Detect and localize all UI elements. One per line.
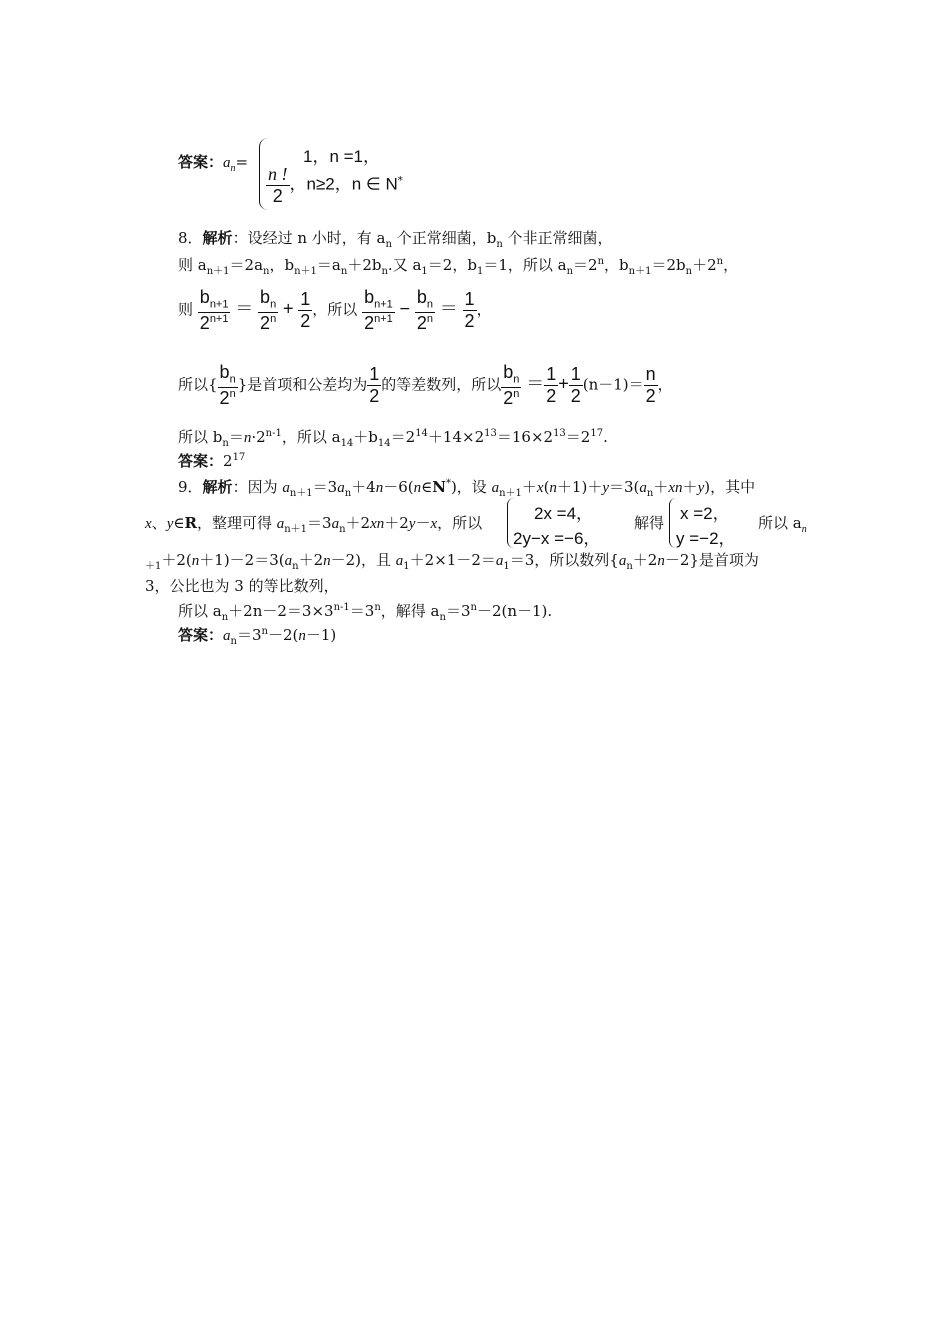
- q8-label: 解析: [202, 229, 233, 247]
- q8-number: 8．: [178, 229, 203, 247]
- q8-line3-end: ，: [476, 300, 492, 319]
- q8-frac-half-e: $\frac{1}{2}$: [570, 363, 581, 407]
- q8-frac-half: $\frac{1}{2}$: [300, 288, 311, 332]
- q8-frac-n-over-2: $\frac{n}{2}$: [645, 363, 656, 407]
- q8-line3-prefix: 则: [178, 300, 194, 319]
- q8-line4-eq: (n－1)＝: [582, 375, 644, 394]
- q8-line3-mid: ，所以: [312, 300, 358, 319]
- q8-intro-mid: 个正常细菌，b: [391, 229, 497, 247]
- q8-frac-half-b: $\frac{1}{2}$: [464, 288, 475, 332]
- q8-line4-end: ，: [657, 375, 673, 394]
- q9-line2-mid: 解得: [634, 514, 665, 532]
- answer7-case1: 1，n =1，: [303, 147, 381, 166]
- q9-system2-row2: y =−2，: [676, 529, 736, 548]
- q8-answer-sup: 17: [232, 452, 246, 463]
- q8-frac-half-c: $\frac{1}{2}$: [369, 363, 380, 407]
- q8-frac-bn1-over-2n1-b: $\frac{b_{n+1}}{2^{n+1}}$: [364, 287, 393, 333]
- q8-intro-sub: n: [385, 239, 392, 250]
- q8-frac-half-d: $\frac{1}{2}$: [546, 363, 557, 407]
- q8-frac-bn1-over-2n1: $\frac{b_{n+1}}{2^{n+1}}$: [199, 287, 229, 333]
- q9-label: 解析: [202, 478, 233, 496]
- q9-system1-row1: 2x =4，: [534, 504, 594, 523]
- q8-frac-seq: $\frac{b_n}{2^n}$: [219, 362, 236, 408]
- answer7-case2-num: n !: [268, 164, 288, 184]
- q8-line1: [178, 229, 613, 251]
- q9-line2-end: 所以 $a_n$: [758, 514, 807, 535]
- answer7-case2-sup: *: [397, 175, 403, 187]
- q9-line3: $_{+1}+2(n+1)-2=3(a_n+2n-2)$，且 $a_1+2\times 1-2=a_1=3$，所以数列$\{a_n+2n-2\}$是首项为: [145, 551, 759, 572]
- q8-line4: 所以{ $\frac{b_n}{2^n}$ }是首项和公差均为 $\frac{1}{2}$ 的等差数列，所以 $\frac{b_n}{2^n}$ ＝ $\frac{1}{2}$ + $\frac{1}{2}$ (n－1)＝ $\frac{n}{2}$ ，: [178, 362, 673, 408]
- q9-line5: 所以 $a_n+2n-2=3\times 3^{n-1}=3^n$，解得 $a_n=3^n-2(n-1)$.: [178, 602, 553, 623]
- answer7-case2-fraction: [266, 164, 290, 207]
- q9-answer-label: 答案：: [178, 626, 224, 644]
- q9-answer-value: $a_n=3^n-2(n-1)$: [223, 626, 337, 647]
- q9-line2: x、y∈R，整理可得 $a_{n+1}=3a_n+2xn+2y-x$，所以: [145, 514, 483, 535]
- q8-line4-brace-close: }是首项和公差均为: [237, 375, 368, 394]
- q9-answer: [178, 626, 336, 648]
- answer7-lhs-sub: n: [230, 163, 236, 174]
- q8-intro: ：设经过 n 小时，有 a: [232, 229, 386, 247]
- q8-line4-prefix: 所以{: [178, 375, 218, 394]
- q8-intro-sub2: n: [496, 239, 503, 250]
- answer7-case2-den: 2: [266, 185, 290, 207]
- q8-line2-text: 则 $a_{n+1}=2a_n$，$b_{n+1}=a_n+2b_n$.又 $a_1=2$，$b_1=1$，所以 $a_n=2^n$，$b_{n+1}=2b_n+2^n$，: [178, 256, 739, 277]
- q9-number: 9．: [178, 478, 203, 496]
- answer7-lhs-eq: =: [235, 153, 249, 171]
- q9-system2-row1: x =2，: [680, 504, 730, 523]
- answer7-case2-cond: ，n≥2，n ∈ N: [289, 174, 398, 194]
- answer7-block: [178, 153, 248, 175]
- q8-intro-end: 个非正常细菌，: [502, 229, 613, 247]
- q8-frac-seq-b: $\frac{b_n}{2^n}$: [503, 362, 520, 408]
- q8-answer: [178, 452, 245, 470]
- q8-answer-label: 答案：: [178, 452, 224, 470]
- answer7-label: 答案：: [178, 153, 224, 171]
- q8-frac-bn-over-2n: $\frac{b_n}{2^n}$: [260, 287, 277, 333]
- q8-line4-mid: 的等差数列，所以: [381, 375, 502, 394]
- q8-line2: [178, 256, 738, 278]
- q8-line3: 则 $\frac{b_{n+1}}{2^{n+1}}$ ＝ $\frac{b_n}{2^n}$ + $\frac{1}{2}$ ，所以 $\frac{b_{n+1}}{2^{n+1}}$ − $\frac{b_n}{2^n}$ ＝ $\frac{1}{2}$ ，: [178, 287, 492, 333]
- q8-answer-value: 2: [223, 452, 233, 470]
- q9-line1: 9．解析：因为 $a_{n+1}=3a_n+4n-6(n\in N^*)$，设 $a_{n+1}+x(n+1)+y=3(a_n+xn+y)$，其中: [178, 478, 756, 499]
- q9-system2-brace: [669, 498, 676, 548]
- q9-system1-row2: 2y−x =−6，: [513, 529, 601, 548]
- q8-line5: 所以 $b_n=n\cdot 2^{n-1}$，所以 $a_{14}+b_{14}=2^{14}+14\times 2^{13}=16\times 2^{13}=2^{17}$.: [178, 428, 608, 449]
- q8-frac-bn-over-2n-b: $\frac{b_n}{2^n}$: [416, 287, 433, 333]
- answer7-case2: [266, 164, 403, 207]
- answer7-lhs-var: a: [223, 155, 231, 171]
- q9-line4: 3，公比也为 3 的等比数列，: [145, 577, 339, 595]
